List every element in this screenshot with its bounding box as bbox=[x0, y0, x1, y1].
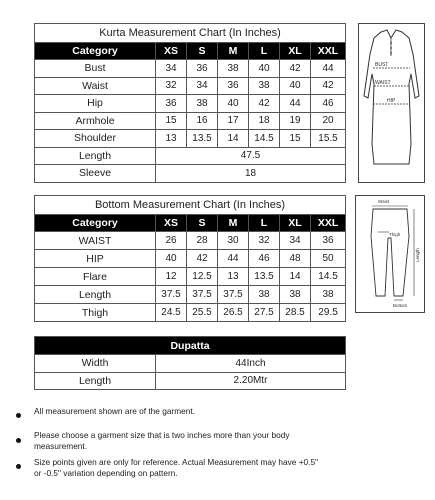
cell-value: 37.5 bbox=[187, 286, 218, 304]
table-row bbox=[35, 165, 346, 183]
cell-value: 44 bbox=[218, 250, 249, 268]
cell-value: 37.5 bbox=[218, 286, 249, 304]
cell-value: 40 bbox=[218, 95, 249, 113]
header-size: XS bbox=[156, 43, 187, 60]
cell-value: 29.5 bbox=[311, 304, 346, 322]
row-label: Waist bbox=[35, 77, 156, 95]
cell-value: 38 bbox=[249, 286, 280, 304]
cell-value: 40 bbox=[280, 77, 311, 95]
bottom-measurement-table bbox=[34, 195, 346, 322]
cell-value: 14 bbox=[280, 268, 311, 286]
cell-value: 42 bbox=[311, 77, 346, 95]
note-text: Size points given are only for reference. Actual Measurement may have +0.5" or -0.5" variation depending on pattern. bbox=[34, 457, 319, 478]
header-size: XL bbox=[280, 43, 311, 60]
header-size: M bbox=[218, 43, 249, 60]
cell-value: 17 bbox=[218, 112, 249, 130]
dupatta-measurement-table bbox=[34, 336, 346, 390]
cell-value: 40 bbox=[156, 250, 187, 268]
thigh-dim-label: Thigh bbox=[389, 232, 401, 237]
table-row bbox=[35, 268, 346, 286]
bullet-icon bbox=[16, 464, 21, 469]
header-size: XL bbox=[280, 215, 311, 232]
table-row bbox=[35, 250, 346, 268]
header-category: Category bbox=[35, 215, 156, 232]
kurta-header-row bbox=[35, 43, 346, 60]
cell-value: 42 bbox=[249, 95, 280, 113]
row-label: Hip bbox=[35, 95, 156, 113]
table-row bbox=[35, 112, 346, 130]
cell-value: 15 bbox=[280, 130, 311, 148]
cell-value: 50 bbox=[311, 250, 346, 268]
table-row bbox=[35, 286, 346, 304]
bottom-chart-title: Bottom Measurement Chart (In Inches) bbox=[35, 196, 346, 215]
dupatta-header: Dupatta bbox=[35, 337, 346, 355]
cell-value: 44Inch bbox=[156, 355, 346, 373]
cell-value: 36 bbox=[187, 60, 218, 78]
cell-value: 14.5 bbox=[311, 268, 346, 286]
cell-value: 2.20Mtr bbox=[156, 372, 346, 390]
cell-value: 24.5 bbox=[156, 304, 187, 322]
cell-value: 40 bbox=[249, 60, 280, 78]
cell-value: 34 bbox=[156, 60, 187, 78]
cell-value: 32 bbox=[156, 77, 187, 95]
dupatta-header-row bbox=[35, 337, 346, 355]
row-label: Flare bbox=[35, 268, 156, 286]
cell-value: 28 bbox=[187, 232, 218, 250]
row-label: Length bbox=[35, 286, 156, 304]
cell-value: 42 bbox=[280, 60, 311, 78]
row-label: Length bbox=[35, 372, 156, 390]
cell-value: 36 bbox=[311, 232, 346, 250]
row-label: Armhole bbox=[35, 112, 156, 130]
header-size: XS bbox=[156, 215, 187, 232]
cell-value: 44 bbox=[280, 95, 311, 113]
cell-value: 46 bbox=[311, 95, 346, 113]
cell-value: 26.5 bbox=[218, 304, 249, 322]
length-dim-label: Length bbox=[415, 248, 420, 262]
table-row bbox=[35, 130, 346, 148]
cell-value: 38 bbox=[280, 286, 311, 304]
hip-label: HIP bbox=[387, 98, 396, 104]
bust-label: BUST bbox=[375, 62, 389, 68]
cell-value: 38 bbox=[311, 286, 346, 304]
header-size: M bbox=[218, 215, 249, 232]
cell-value: 20 bbox=[311, 112, 346, 130]
table-row bbox=[35, 372, 346, 390]
kurta-chart-title: Kurta Measurement Chart (In Inches) bbox=[35, 24, 346, 43]
note-text: Please choose a garment size that is two inches more than your body measurement. bbox=[34, 430, 290, 451]
cell-value: 38 bbox=[218, 60, 249, 78]
cell-value: 37.5 bbox=[156, 286, 187, 304]
row-label: Thigh bbox=[35, 304, 156, 322]
cell-value: 25.5 bbox=[187, 304, 218, 322]
cell-value: 36 bbox=[218, 77, 249, 95]
table-row bbox=[35, 304, 346, 322]
cell-value: 42 bbox=[187, 250, 218, 268]
kurta-measurement-table bbox=[34, 23, 346, 183]
kurta-drawing bbox=[359, 24, 424, 182]
header-category: Category bbox=[35, 43, 156, 60]
cell-value: 36 bbox=[156, 95, 187, 113]
cell-value: 44 bbox=[311, 60, 346, 78]
header-size: S bbox=[187, 215, 218, 232]
row-label: Bust bbox=[35, 60, 156, 78]
note-text: All measurement shown are of the garment. bbox=[34, 406, 195, 416]
cell-value: 13.5 bbox=[249, 268, 280, 286]
pants-drawing bbox=[356, 196, 424, 312]
cell-value: 28.5 bbox=[280, 304, 311, 322]
cell-value: 34 bbox=[187, 77, 218, 95]
bottom-header-row bbox=[35, 215, 346, 232]
row-label: Sleeve bbox=[35, 165, 156, 183]
bottom-illustration bbox=[355, 195, 425, 313]
header-size: S bbox=[187, 43, 218, 60]
row-label: Shoulder bbox=[35, 130, 156, 148]
merged-cell-value: 47.5 bbox=[156, 147, 346, 165]
table-row bbox=[35, 355, 346, 373]
cell-value: 32 bbox=[249, 232, 280, 250]
cell-value: 48 bbox=[280, 250, 311, 268]
row-label: Length bbox=[35, 147, 156, 165]
row-label: HIP bbox=[35, 250, 156, 268]
cell-value: 15.5 bbox=[311, 130, 346, 148]
bottom-dim-label: Bottom bbox=[393, 303, 408, 308]
cell-value: 14.5 bbox=[249, 130, 280, 148]
waist-label: WAIST bbox=[375, 80, 391, 86]
cell-value: 13 bbox=[156, 130, 187, 148]
table-row bbox=[35, 60, 346, 78]
header-size: L bbox=[249, 215, 280, 232]
cell-value: 38 bbox=[187, 95, 218, 113]
row-label: Width bbox=[35, 355, 156, 373]
cell-value: 19 bbox=[280, 112, 311, 130]
cell-value: 26 bbox=[156, 232, 187, 250]
table-row bbox=[35, 77, 346, 95]
cell-value: 16 bbox=[187, 112, 218, 130]
waist-dim-label: Waist bbox=[378, 199, 390, 204]
table-row bbox=[35, 95, 346, 113]
cell-value: 14 bbox=[218, 130, 249, 148]
table-row bbox=[35, 147, 346, 165]
cell-value: 46 bbox=[249, 250, 280, 268]
row-label: WAIST bbox=[35, 232, 156, 250]
header-size: XXL bbox=[311, 43, 346, 60]
cell-value: 18 bbox=[249, 112, 280, 130]
cell-value: 34 bbox=[280, 232, 311, 250]
table-row bbox=[35, 232, 346, 250]
cell-value: 38 bbox=[249, 77, 280, 95]
cell-value: 27.5 bbox=[249, 304, 280, 322]
cell-value: 13.5 bbox=[187, 130, 218, 148]
cell-value: 15 bbox=[156, 112, 187, 130]
merged-cell-value: 18 bbox=[156, 165, 346, 183]
bullet-icon bbox=[16, 438, 21, 443]
kurta-illustration bbox=[358, 23, 425, 183]
cell-value: 12 bbox=[156, 268, 187, 286]
cell-value: 12.5 bbox=[187, 268, 218, 286]
header-size: L bbox=[249, 43, 280, 60]
header-size: XXL bbox=[311, 215, 346, 232]
cell-value: 30 bbox=[218, 232, 249, 250]
cell-value: 13 bbox=[218, 268, 249, 286]
bullet-icon bbox=[16, 413, 21, 418]
